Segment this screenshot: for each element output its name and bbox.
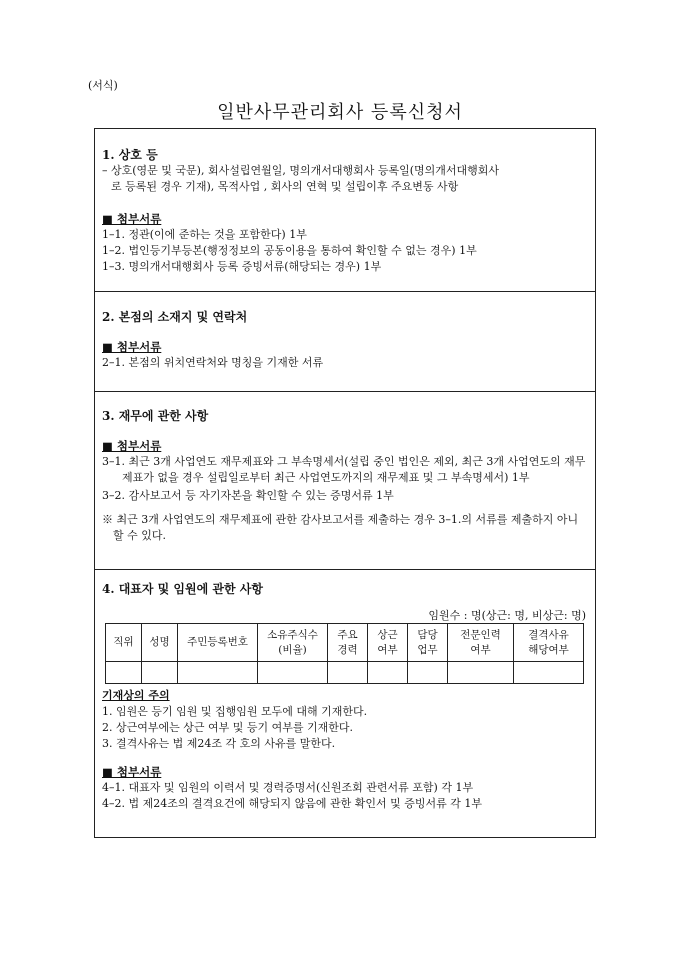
section-1-item-2: 1–2. 법인등기부등본(행정정보의 공동이용을 통하여 확인할 수 없는 경우) 1부 (102, 244, 477, 257)
section-1-desc-line-2: 로 등록된 경우 기재), 목적사업 , 회사의 연혁 및 설립이후 주요변동 사항 (111, 180, 459, 193)
section-3-heading: 3. 재무에 관한 사항 (102, 409, 209, 423)
cell-resident-number[interactable] (178, 662, 258, 684)
table-row (106, 662, 584, 684)
section-1-attachments-heading: ■ 첨부서류 (102, 212, 162, 226)
col-header-resident-number: 주민등록번호 (178, 624, 258, 662)
section-2-heading: 2. 본점의 소재지 및 연락처 (102, 310, 248, 324)
document-title: 일반사무관리회사 등록신청서 (217, 102, 463, 123)
executive-count-line: 임원수 : 명(상근: 명, 비상근: 명) (428, 609, 586, 622)
table-header-row (106, 624, 584, 662)
section-3-item-1: 3–1. 최근 3개 사업연도 재무제표와 그 부속명세서(설립 중인 법인은 제외, 최근 3개 사업연도의 재무제표가 없을 경우 설립일로부터 최근 사업연도까지의 재무제표 및 그 부속명세서) 1부 (102, 455, 586, 484)
cell-disqualification[interactable] (514, 662, 584, 684)
cell-fulltime[interactable] (368, 662, 408, 684)
section-executives (95, 569, 595, 837)
col-header-duty: 담당 업무 (408, 624, 448, 662)
section-4-attachments-heading: ■ 첨부서류 (102, 765, 162, 779)
entry-note-1: 1. 임원은 등기 임원 및 집행임원 모두에 대해 기재한다. (102, 705, 368, 718)
executives-table (105, 623, 584, 684)
cell-name[interactable] (142, 662, 178, 684)
col-header-professional: 전문인력 여부 (448, 624, 514, 662)
cell-position[interactable] (106, 662, 142, 684)
section-4-item-1: 4–1. 대표자 및 임원의 이력서 및 경력증명서(신원조회 관련서류 포함) 각 1부 (102, 781, 474, 794)
col-header-name: 성명 (142, 624, 178, 662)
section-3-note: ※ 최근 3개 사업연도의 재무제표에 관한 감사보고서를 제출하는 경우 3–1.의 서류를 제출하지 아니할 수 있다. (102, 513, 579, 542)
section-2-item-1: 2–1. 본점의 위치연락처와 명칭을 기재한 서류 (102, 356, 324, 369)
section-1-desc-line-1: – 상호(영문 및 국문), 회사설립연월일, 명의개서대행회사 등록일(명의개서대행회사 (102, 164, 500, 177)
col-header-position: 직위 (106, 624, 142, 662)
section-1-heading: 1. 상호 등 (102, 148, 158, 162)
section-1-item-1: 1–1. 정관(이에 준하는 것을 포함한다) 1부 (102, 228, 307, 241)
section-3-item-2: 3–2. 감사보고서 등 자기자본을 확인할 수 있는 증명서류 1부 (102, 489, 394, 502)
col-header-career: 주요 경력 (328, 624, 368, 662)
form-tag: (서식) (88, 79, 118, 92)
section-4-heading: 4. 대표자 및 임원에 관한 사항 (102, 582, 263, 596)
cell-shares[interactable] (258, 662, 328, 684)
entry-notes-heading: 기재상의 주의 (102, 689, 170, 702)
entry-note-2: 2. 상근여부에는 상근 여부 및 등기 여부를 기재한다. (102, 721, 353, 734)
section-head-office (95, 291, 595, 391)
section-1-item-3: 1–3. 명의개서대행회사 등록 증빙서류(해당되는 경우) 1부 (102, 260, 382, 273)
col-header-disqualification: 결격사유 해당여부 (514, 624, 584, 662)
section-4-item-2: 4–2. 법 제24조의 결격요건에 해당되지 않음에 관한 확인서 및 증빙서류 각 1부 (102, 797, 482, 810)
col-header-fulltime: 상근 여부 (368, 624, 408, 662)
entry-note-3: 3. 결격사유는 법 제24조 각 호의 사유를 말한다. (102, 737, 336, 750)
application-form (94, 128, 596, 838)
cell-duty[interactable] (408, 662, 448, 684)
section-2-attachments-heading: ■ 첨부서류 (102, 340, 162, 354)
cell-professional[interactable] (448, 662, 514, 684)
section-trade-name (95, 129, 595, 291)
col-header-shares: 소유주식수 (비율) (258, 624, 328, 662)
section-3-attachments-heading: ■ 첨부서류 (102, 439, 162, 453)
section-finance (95, 391, 595, 569)
cell-career[interactable] (328, 662, 368, 684)
